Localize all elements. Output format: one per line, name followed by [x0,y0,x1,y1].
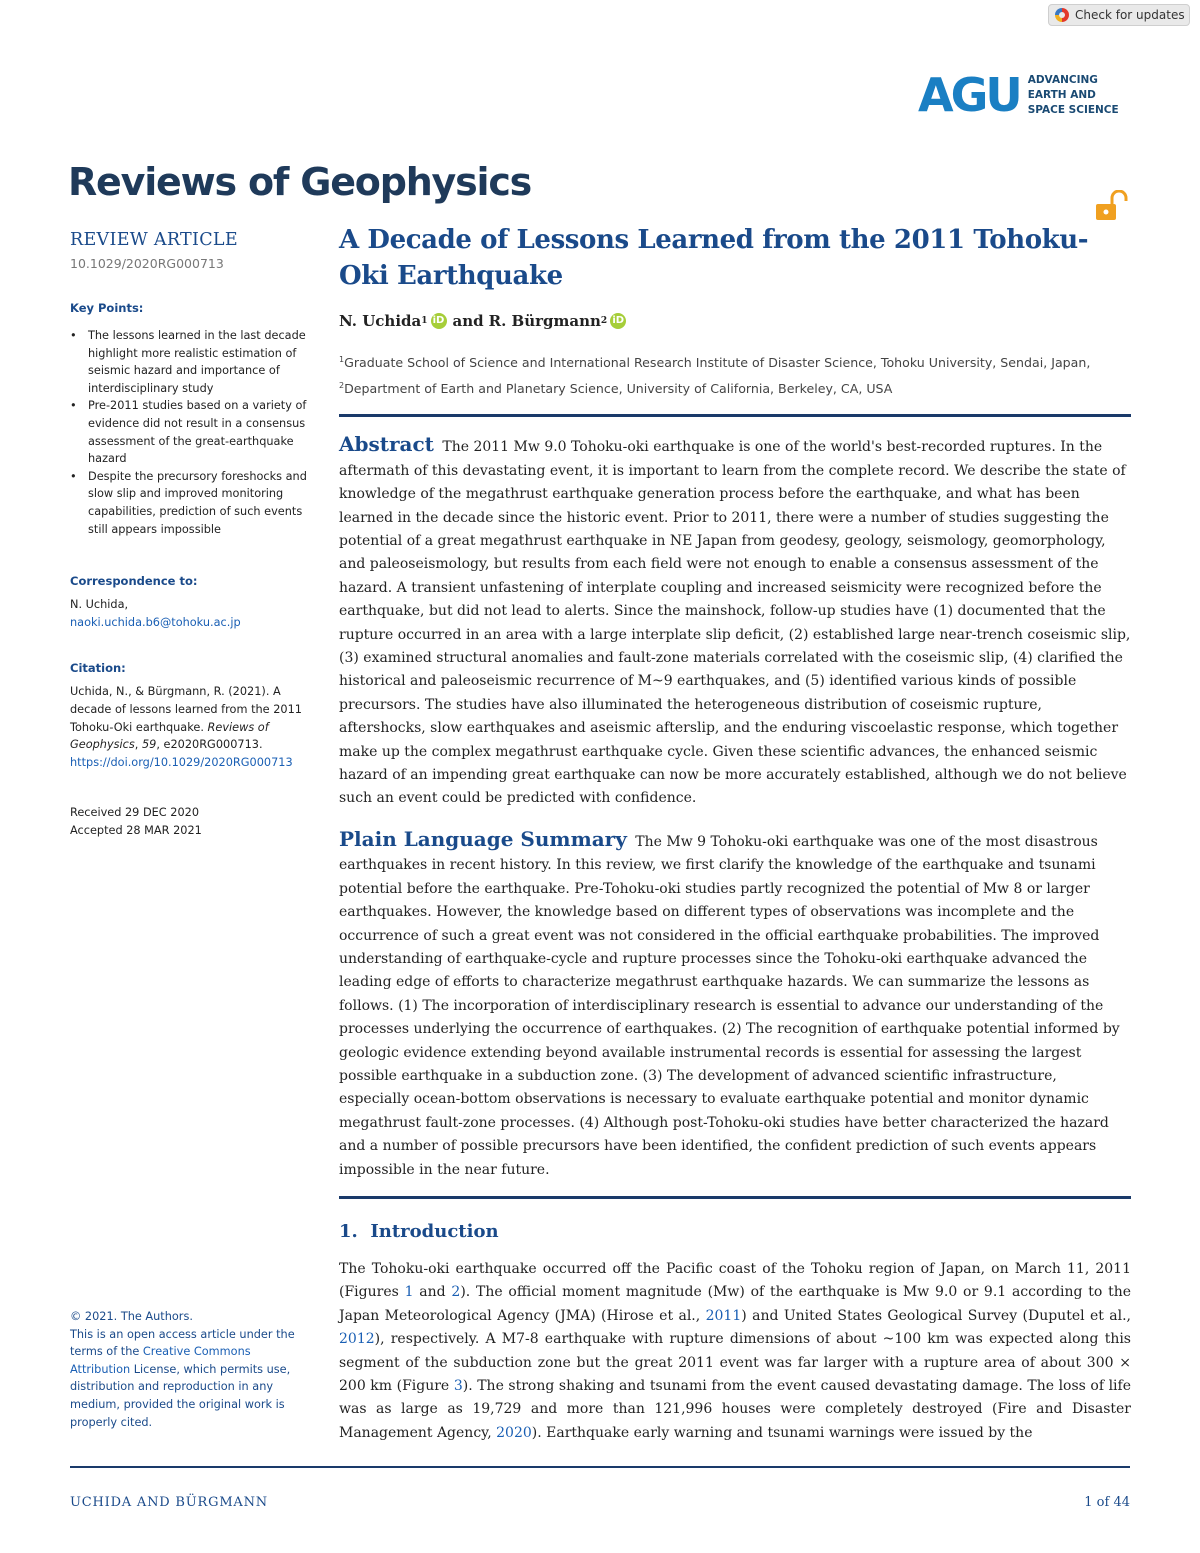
pls-text: The Mw 9 Tohoku-oki earthquake was one of the most disastrous earthquakes in recent history. In this review, we first clarify the knowledge of the earthquake and tsunami potential before the earthquake. Pre-Tohoku-oki studies partly recognized the potential of Mw 8 or larger earthquakes. However, the knowledge based on different types of observations was incomplete and the occurrence of such a great event was not considered in the official earthquake probabilities. The improved understanding of earthquake-cycle and rupture processes since the Tohoku-oki earthquake advanced the leading edge of efforts to characterize megathrust earthquake hazards. We can summarize the lessons as follows. (1) The incorporation of interdisciplinary research is essential to advance our understanding of the processes underlying the occurrence of earthquakes. (2) The recognition of earthquake potential informed by geologic evidence extending beyond available instrumental records is essential for assessing the largest possible earthquake in a subduction zone. (3) The development of advanced scientific infrastructure, especially ocean-bottom observations is necessary to evaluate earthquake potential and monitor dynamic megathrust fault-zone processes. (4) Although post-Tohoku-oki studies have better characterized the hazard and a number of possible precursors have been identified, the confident prediction of such events appears impossible in the near future. [339,833,1120,1178]
divider [339,414,1131,417]
abstract-heading: Abstract [339,432,434,457]
journal-title: Reviews of Geophysics [68,160,532,204]
copyright: © 2021. The Authors. [70,1310,193,1323]
citation-article: , e2020RG000713. [156,738,263,752]
correspondence-heading: Correspondence to: [70,574,198,589]
reference-link-duputel[interactable]: 2012 [339,1331,375,1348]
article-type: REVIEW ARTICLE [70,230,238,250]
citation-heading: Citation: [70,661,126,676]
reference-link-hirose[interactable]: 2011 [705,1307,742,1324]
sidebar [70,230,310,839]
introduction-paragraph [339,1258,1131,1445]
affiliation [339,374,1131,400]
author-name: R. Bürgmann [488,312,601,330]
plain-language-summary [339,828,1131,1182]
author-line [339,312,1131,330]
orcid-icon[interactable]: iD [610,313,626,329]
body-text: ), respectively. A M7-8 earthquake with rupture dimensions of about ~100 km was expected along this segment of the subduction zone but the great 2011 event was far larger with a rupture area of about 300 × 200 km (Figure [339,1331,1131,1394]
figure-1-link[interactable]: 1 [404,1284,414,1301]
section-number: 1. [339,1220,358,1242]
figure-2-link[interactable]: 2 [451,1284,461,1301]
key-points-list [70,327,310,538]
citation-prefix: Uchida, N., & Bürgmann, R. (2021). A decade of lessons learned from the 2011 Tohoku-Oki earthquake. [70,685,302,734]
footer-authors: UCHIDA AND BÜRGMANN [70,1495,268,1510]
abstract-text: The 2011 Mw 9.0 Tohoku-oki earthquake is one of the world's best-recorded ruptures. In the aftermath of this devastating event, it is important to learn from the complete record. We describe the state of knowledge of the megathrust earthquake generation process before the earthquake, and what has been learned in the decade since the historic event. Prior to 2011, there were a number of studies suggesting the potential of a great megathrust earthquake in NE Japan from geodesy, geology, seismology, geomorphology, and paleoseismology, but results from each field were not enough to enable a consensus assessment of the hazard. A transient unfastening of interplate coupling and increased seismicity were recognized before the earthquake, but did not lead to alerts. Since the mainshock, follow-up studies have (1) documented that the rupture occurred in an area with a large interplate slip deficit, (2) established large near-trench coseismic slip, (3) examined structural anomalies and fault-zone materials correlated with the coseismic slip, (4) clarified the historical and paleoseismic recurrence of M~9 earthquakes, and (5) identified various kinds of possible precursors. The studies have also illuminated the heterogeneous distribution of coseismic rupture, aftershocks, slow earthquakes and aseismic afterslip, and the enduring viscoelastic response, which together make up the complex megathrust earthquake cycle. Given these scientific advances, the enhanced seismic hazard of an impending great earthquake can now be more accurately established, although we do not believe such an event could be predicted with confidence. [339,439,1131,807]
article-title: A Decade of Lessons Learned from the 2011 Tohoku-Oki Earthquake [339,225,1089,291]
key-point: • Pre-2011 studies based on a variety of evidence did not result in a consensus assessment of the great-earthquake hazard [70,397,310,467]
body-text: and [419,1284,446,1301]
body-text: ). The official moment magnitude (Mw) of the earthquake is Mw 9.0 or 9.1 according to the Japan Meteorological Agency (JMA) (Hirose et al., [339,1284,1132,1324]
received-date: Received 29 DEC 2020 [70,806,200,820]
creative-commons-link[interactable]: Creative Commons Attribution [70,1345,251,1376]
section-heading-introduction [339,1221,1131,1242]
citation-text: Uchida, N., & Bürgmann, R. (2021). A decade of lessons learned from the 2011 Tohoku-Oki earthquake. Reviews of Geophysics, 59, e2020RG000713. https://doi.org/10.1029/2020RG000713 [70,685,302,769]
body-text: ). The strong shaking and tsunami from the event caused devastating damage. The loss of life was as large as 19,729 and more than 121,996 houses were completely destroyed (Fire and Disaster Management Agency, [339,1378,1132,1441]
citation-doi-link[interactable]: https://doi.org/10.1029/2020RG000713 [70,755,293,769]
key-point: • The lessons learned in the last decade highlight more realistic estimation of seismic hazard and importance of interdisciplinary study [70,327,310,397]
orcid-icon[interactable]: iD [431,313,447,329]
section-title: Introduction [370,1220,499,1242]
body-text: The Tohoku-oki earthquake occurred off the Pacific coast of the Tohoku region of Japan, on March 11, 2011 (Figures [339,1260,1131,1301]
citation-volume: 59 [141,738,157,752]
agu-tagline-line: EARTH AND [1027,88,1096,101]
check-for-updates-button[interactable] [1048,4,1190,26]
agu-tagline-line: SPACE SCIENCE [1027,103,1119,116]
license-notice [70,1308,310,1431]
main-column [339,222,1131,1445]
key-point: • Despite the precursory foreshocks and slow slip and improved monitoring capabilities, prediction of such events still appears impossible [70,468,310,538]
crossmark-icon [1055,8,1069,22]
body-text: ). Earthquake early warning and tsunami warnings were issued by the [531,1424,1033,1441]
affiliations [339,348,1131,400]
affiliation-sup: 1 [339,355,345,364]
affiliation-text: Department of Earth and Planetary Science, University of California, Berkeley, CA, USA [344,381,893,397]
correspondence-name: N. Uchida, [70,598,129,612]
doi[interactable]: 10.1029/2020RG000713 [70,256,224,271]
body-text: ) and United States Geological Survey (Duputel et al., [741,1307,1132,1324]
citation-journal: Reviews of Geophysics [70,720,269,752]
reference-link-fdma[interactable]: 2020 [496,1424,532,1441]
divider [339,1196,1131,1199]
license-text: License, which permits use, distribution and reproduction in any medium, provided the original work is properly cited. [70,1362,291,1429]
agu-logo [918,68,1119,122]
open-access-lock-icon [1094,190,1130,222]
correspondence-email-link[interactable]: naoki.uchida.b6@tohoku.ac.jp [70,615,241,629]
author-name: N. Uchida [339,312,422,330]
license-text: This is an open access article under the terms of the [70,1327,295,1359]
affiliation-text: Graduate School of Science and International Research Institute of Disaster Science, Tohoku University, Sendai, Japan, [344,355,1091,371]
affiliation-sup: 2 [339,381,345,391]
pls-heading: Plain Language Summary [339,826,627,851]
figure-3-link[interactable]: 3 [453,1378,463,1394]
affiliation [339,348,1131,374]
key-points-heading: Key Points: [70,301,144,315]
author-affil-sup: 1 [421,316,428,326]
footer-divider [70,1466,1130,1468]
author-conjunction: and [452,312,484,330]
agu-logo-text: AGU [918,68,1020,122]
agu-tagline-line: ADVANCING [1027,73,1098,86]
agu-tagline [1028,73,1119,118]
accepted-date: Accepted 28 MAR 2021 [70,823,202,837]
abstract [339,433,1131,811]
footer-page-number: 1 of 44 [1084,1495,1130,1510]
check-for-updates-label: Check for updates [1075,8,1185,22]
author-affil-sup: 2 [600,316,608,326]
